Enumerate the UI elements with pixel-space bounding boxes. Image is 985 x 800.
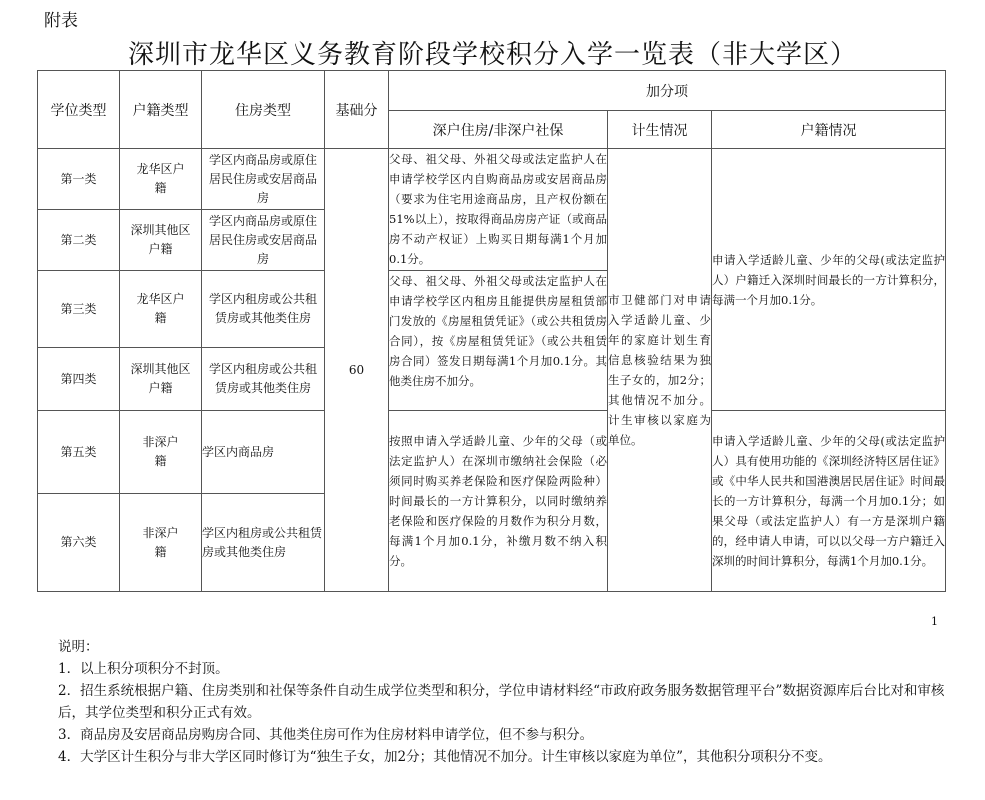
header-housing-bonus: 深户住房/非深户社保 (389, 111, 608, 149)
header-family-planning: 计生情况 (608, 111, 712, 149)
notes-section (58, 636, 958, 768)
family-planning-text: 市卫健部门对申请入学适龄儿童、少年的家庭计划生育信息核验结果为独生子女的，加2分；其他情况不加分。计生审核以家庭为单位。 (608, 149, 712, 592)
row-category: 第一类 (38, 149, 120, 210)
row-housing: 学区内商品房或原住居民住房或安居商品房 (202, 149, 325, 210)
header-housing-type: 住房类型 (202, 71, 325, 149)
page-number: 1 (931, 615, 938, 628)
row-housing: 学区内租房或公共租赁房或其他类住房 (202, 348, 325, 411)
header-base-score: 基础分 (325, 71, 389, 149)
row-category: 第三类 (38, 271, 120, 348)
table-row (38, 411, 946, 494)
housing-social-text: 按照申请入学适龄儿童、少年的父母（或法定监护人）在深圳市缴纳社会保险（必须同时购买养老保险和医疗保险两险种）时间最长的一方计算积分，以同时缴纳养老保险和医疗保险的月数作为积分月数，每满1个月加0.1分，补缴月数不纳入积分。 (389, 411, 608, 592)
row-category: 第二类 (38, 210, 120, 271)
page-title: 深圳市龙华区义务教育阶段学校积分入学一览表（非大学区） (127, 40, 857, 70)
row-category: 第五类 (38, 411, 120, 494)
row-housing: 学区内商品房或原住居民住房或安居商品房 (202, 210, 325, 271)
notes-label: 说明： (58, 639, 99, 655)
score-table (37, 70, 946, 592)
row-hukou: 深圳其他区户籍 (120, 348, 202, 411)
row-housing: 学区内租房或公共租赁房或其他类住房 (202, 494, 325, 592)
header-hukou-bonus: 户籍情况 (712, 111, 946, 149)
note-item: 4．大学区计生积分与非大学区同时修订为“独生子女，加2分；其他情况不加分。计生审核以家庭为单位”，其他积分项积分不变。 (58, 749, 832, 765)
note-item: 3．商品房及安居商品房购房合同、其他类住房可作为住房材料申请学位，但不参与积分。 (58, 727, 594, 743)
attachment-label: 附表 (44, 11, 78, 31)
housing-rented-text: 父母、祖父母、外祖父母或法定监护人在申请学校学区内租房且能提供房屋租赁部门发放的《房屋租赁凭证》（或公共租赁房合同），按《房屋租赁凭证》（或公共租赁房合同）签发日期每满1个月加0.1分。其他类住房不加分。 (389, 271, 608, 411)
note-item: 2．招生系统根据户籍、住房类别和社保等条件自动生成学位类型和积分，学位申请材料经“市政府政务服务数据管理平台”数据资源库后台比对和审核后，其学位类型和积分正式有效。 (58, 683, 945, 721)
row-hukou: 龙华区户籍 (120, 271, 202, 348)
header-bonus: 加分项 (389, 71, 946, 111)
hukou-sz-text: 申请入学适龄儿童、少年的父母(或法定监护人）户籍迁入深圳时间最长的一方计算积分，每满一个月加0.1分。 (712, 149, 946, 411)
row-housing: 学区内租房或公共租赁房或其他类住房 (202, 271, 325, 348)
housing-owned-text: 父母、祖父母、外祖父母或法定监护人在申请学校学区内自购商品房或安居商品房（要求为住宅用途商品房，且产权份额在51%以上），按取得商品房房产证（或商品房不动产权证）上购买日期每满1个月加0.1分。 (389, 149, 608, 271)
header-school-type: 学位类型 (38, 71, 120, 149)
base-score-value: 60 (325, 149, 389, 592)
hukou-nonsz-text: 申请入学适龄儿童、少年的父母(或法定监护人）具有使用功能的《深圳经济特区居住证》或《中华人民共和国港澳居民居住证》时间最长的一方计算积分，每满一个月加0.1分；如果父母（或法定监护人）有一方是深圳户籍的，经申请人申请，可以以父母一方户籍迁入深圳的时间计算积分，每满1个月加0.1分。 (712, 411, 946, 592)
row-hukou: 深圳其他区户籍 (120, 210, 202, 271)
table-row (38, 149, 946, 210)
row-hukou: 龙华区户籍 (120, 149, 202, 210)
row-hukou: 非深户籍 (120, 494, 202, 592)
header-hukou-type: 户籍类型 (120, 71, 202, 149)
row-housing: 学区内商品房 (202, 411, 325, 494)
row-category: 第六类 (38, 494, 120, 592)
row-hukou: 非深户籍 (120, 411, 202, 494)
row-category: 第四类 (38, 348, 120, 411)
note-item: 1．以上积分项积分不封顶。 (58, 661, 229, 677)
